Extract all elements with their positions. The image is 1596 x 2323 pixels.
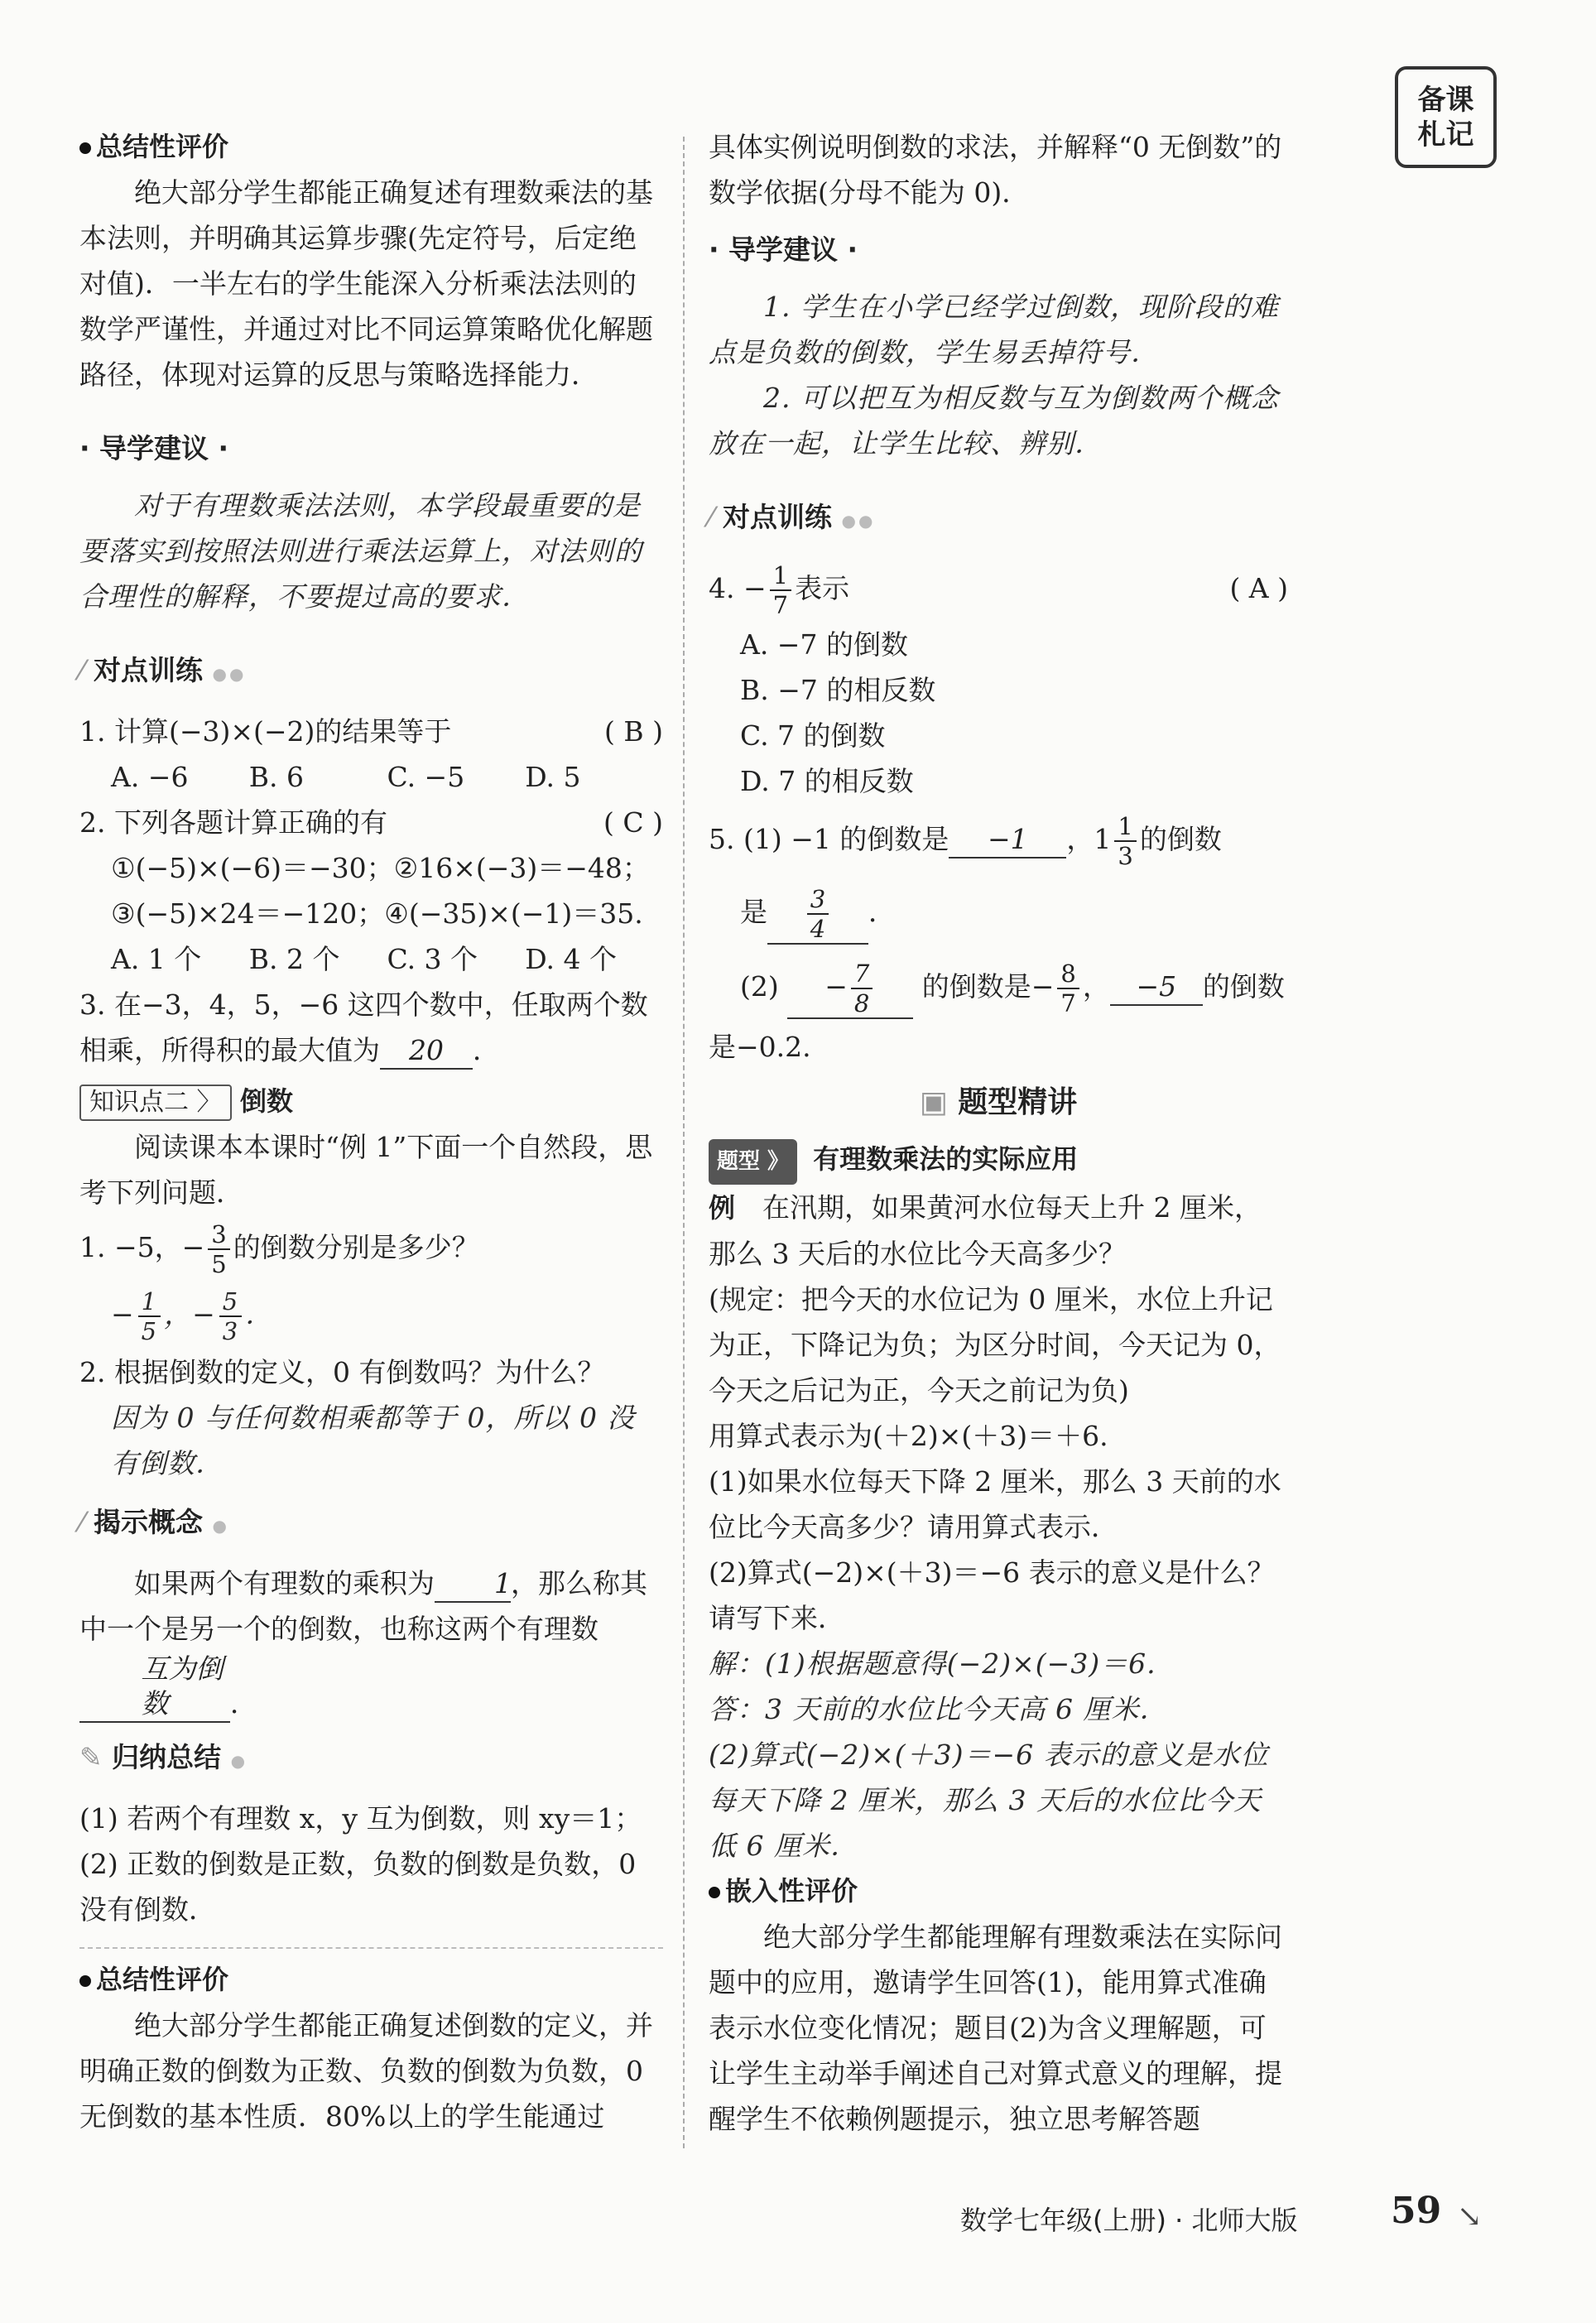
concept-text: 如果两个有理数的乘积为 1，那么称其中一个是另一个的倒数，也称这两个有理数互为倒数 ．	[79, 1561, 663, 1726]
option: B. 6	[248, 761, 304, 793]
corner-arrow-icon: ↘	[1457, 2200, 1483, 2234]
options-1	[79, 754, 663, 800]
option: A. −7 的倒数	[740, 628, 908, 661]
question-5-2-cont: 是−0.2.	[709, 1031, 811, 1063]
concept-blank-1: 1	[435, 1566, 511, 1603]
note-stamp	[1395, 66, 1497, 168]
option: D. 4 个	[525, 943, 617, 975]
dots-icon: ●	[230, 1751, 248, 1771]
summary-eval-text-2: 绝大部分学生都能正确复述倒数的定义，并明确正数的倒数为正数、负数的倒数为负数，0 无倒数的基本性质．80%以上的学生能通过	[79, 2009, 653, 2133]
kp-intro: 阅读课本本课时“例 1”下面一个自然段，思考下列问题．	[79, 1131, 653, 1209]
pen-icon: ⁄	[709, 501, 714, 533]
guide-2-point-1: 1. 学生在小学已经学过倒数，现阶段的难点是负数的倒数，学生易丢掉符号．	[709, 291, 1279, 368]
answer-blank-5a: −1	[949, 822, 1066, 858]
option: C. 7 的倒数	[740, 719, 886, 752]
fraction: $\frac{5}{3}$	[219, 1287, 242, 1345]
example-expr: 用算式表示为(＋2)×(＋3)＝＋6.	[709, 1420, 1108, 1452]
option: C. −5	[387, 761, 465, 793]
fraction: $\frac{1}{7}$	[770, 561, 791, 619]
option: B. −7 的相反数	[740, 674, 936, 706]
question-5-1: 5. (1) −1 的倒数是 −1 ，1 $\frac{1}{3}$ 的倒数	[709, 812, 1222, 870]
page-number: 59	[1391, 2190, 1442, 2232]
question-1: 1. 计算(−3)×(−2)的结果等于 ( B )	[79, 709, 663, 754]
guide-text: 对于有理数乘法法则，本学段最重要的是要落实到按照法则进行乘法运算上，对法则的合理性的解释，不要提过高的要求．	[79, 489, 642, 613]
kp-answer-2: 因为 0 与任何数相乘都等于 0，所以 0 没有倒数．	[111, 1402, 636, 1479]
summary-point-2: (2) 正数的倒数是正数，负数的倒数是负数，0 没有倒数．	[79, 1848, 637, 1926]
answer-blank-5d: −5	[1110, 969, 1203, 1006]
question-3: 3. 在−3，4，5，−6 这四个数中，任取两个数相乘，所得积的最大值为 20 ．	[79, 982, 663, 1073]
bullet-icon	[709, 1887, 720, 1898]
summary-point-1: (1) 若两个有理数 x，y 互为倒数，则 xy＝1；	[79, 1802, 642, 1835]
kp-question-2: 2. 根据倒数的定义，0 有倒数吗？为什么？	[79, 1356, 605, 1388]
guide-2-point-2: 2. 可以把互为相反数与互为倒数两个概念放在一起，让学生比较、辨别．	[709, 382, 1279, 459]
column-divider	[683, 137, 685, 2148]
section-guide-2: · 导学建议 ·	[709, 233, 858, 266]
fraction: $\frac{8}{7}$	[1057, 960, 1079, 1017]
bullet-icon	[79, 1975, 91, 1987]
option: D. 5	[525, 761, 581, 793]
topic-header: 题型 》 有理数乘法的实际应用	[709, 1137, 1288, 1185]
fraction: $\frac{3}{4}$	[807, 885, 829, 943]
fraction: $\frac{3}{5}$	[208, 1220, 229, 1278]
answer-1: ( B )	[604, 715, 663, 748]
right-column	[709, 124, 1288, 2142]
fraction: $\frac{1}{5}$	[138, 1287, 161, 1345]
topic-tag: 题型 》	[709, 1139, 797, 1185]
option: A. −6	[111, 761, 189, 793]
fraction: $\frac{1}{3}$	[1114, 812, 1136, 870]
solution-2: 答：3 天前的水位比今天高 6 厘米．	[709, 1693, 1168, 1725]
question-5-2: (2) − $\frac{7}{8}$ 的倒数是− $\frac{8}{7}$ ， −5 的倒数	[740, 960, 1285, 1017]
example-q2: (2)算式(−2)×(＋3)＝−6 表示的意义是什么？请写下来．	[709, 1556, 1275, 1634]
example-rule: (规定：把今天的水位记为 0 厘米，水位上升记为正，下降记为负；为区分时间，今天记为 0，今天之后记为正，今天之前记为负)	[709, 1283, 1281, 1407]
knowledge-point-2	[79, 1078, 663, 1124]
question-2: 2. 下列各题计算正确的有 ( C )	[79, 800, 663, 845]
answer-blank-5c: − $\frac{7}{8}$	[787, 960, 913, 1019]
stamp-line1: 备课	[1417, 83, 1474, 117]
section-embedded-eval: 嵌入性评价	[709, 1868, 1288, 1914]
example-question: 例 在汛期，如果黄河水位每天上升 2 厘米，那么 3 天后的水位比今天高多少？	[709, 1191, 1262, 1270]
option: A. 1 个	[111, 943, 202, 975]
section-guide: · 导学建议 ·	[79, 432, 229, 464]
section-summary: ✎ 归纳总结 ●	[79, 1741, 248, 1773]
solution-3: (2)算式(−2)×(＋3)＝−6 表示的意义是水位每天下降 2 厘米，那么 3 天后的水位比今天低 6 厘米．	[709, 1739, 1269, 1862]
dots-icon: ●●	[841, 511, 876, 531]
options-2	[79, 936, 663, 982]
answer-blank-5b	[767, 885, 868, 945]
option: C. 3 个	[387, 943, 478, 975]
stamp-line2: 札记	[1417, 118, 1474, 152]
solution-1: 解：(1)根据题意得(−2)×(−3)＝6.	[709, 1647, 1156, 1680]
option: D. 7 的相反数	[740, 765, 914, 797]
book-icon: ▣	[919, 1085, 948, 1119]
section-concept: ⁄ 揭示概念 ●	[79, 1506, 229, 1538]
fraction: $\frac{7}{8}$	[851, 960, 873, 1017]
pen-icon: ✎	[79, 1741, 103, 1773]
section-practice-1: ⁄ 对点训练 ●●	[79, 654, 247, 686]
answer-2: ( C )	[603, 806, 663, 839]
question-4: 4. − $\frac{1}{7}$ 表示 ( A )	[709, 556, 1288, 622]
answer-blank-3: 20	[380, 1033, 473, 1070]
section-practice-2: ⁄ 对点训练 ●●	[709, 501, 876, 533]
example-label: 例	[709, 1192, 736, 1224]
embedded-eval-text: 绝大部分学生都能理解有理数乘法在实际问题中的应用，邀请学生回答(1)，能用算式准确表示水位变化情况；题目(2)为含义理解题，可让学生主动举手阐述自己对算式意义的理解，提醒学生不依赖例题提示，独立思考解答题	[709, 1921, 1282, 2135]
section-topic-explain: ▣ 题型精讲	[919, 1085, 1078, 1119]
kp-question-1: 1. −5，− $\frac{3}{5}$ 的倒数分别是多少？	[79, 1220, 479, 1278]
kp-title: 倒数	[240, 1085, 294, 1117]
dots-icon: ●●	[212, 664, 247, 684]
concept-blank-2: 互为倒数	[79, 1652, 230, 1723]
section-summary-eval-2: 总结性评价	[79, 1957, 663, 2003]
summary-eval-text-1: 绝大部分学生都能正确复述有理数乘法的基本法则，并明确其运算步骤(先定符号，后定绝对值)．一半左右的学生能深入分析乘法法则的数学严谨性，并通过对比不同运算策略优化解题路径，体现对运算的反思与策略选择能力．	[79, 176, 653, 391]
left-column	[79, 124, 663, 2139]
question-5-1-cont: 是 $\frac{3}{4}$ ．	[740, 885, 896, 943]
kp-answer-1: − $\frac{1}{5}$ ，− $\frac{5}{3}$ ．	[111, 1287, 274, 1345]
question-2-body: ①(−5)×(−6)＝−30；②16×(−3)＝−48；③(−5)×24＝−120；④(−35)×(−1)＝35.	[111, 852, 650, 930]
footer-book-title: 数学七年级(上册) · 北师大版	[960, 2205, 1298, 2236]
dots-icon: ●	[212, 1516, 229, 1536]
section-summary-eval-1: 总结性评价	[79, 124, 663, 170]
option: B. 2 个	[248, 943, 340, 975]
pen-icon: ⁄	[79, 654, 84, 686]
bullet-icon	[79, 142, 91, 154]
example-q1: (1)如果水位每天下降 2 厘米，那么 3 天前的水位比今天高多少？请用算式表示．	[709, 1465, 1281, 1543]
answer-4: ( A )	[1229, 572, 1288, 604]
continued-text: 具体实例说明倒数的求法，并解释“0 无倒数”的数学依据(分母不能为 0)．	[709, 131, 1282, 209]
kp-label: 知识点二 〉	[79, 1085, 232, 1121]
pen-icon: ⁄	[79, 1506, 84, 1538]
dashed-separator	[79, 1947, 663, 1949]
